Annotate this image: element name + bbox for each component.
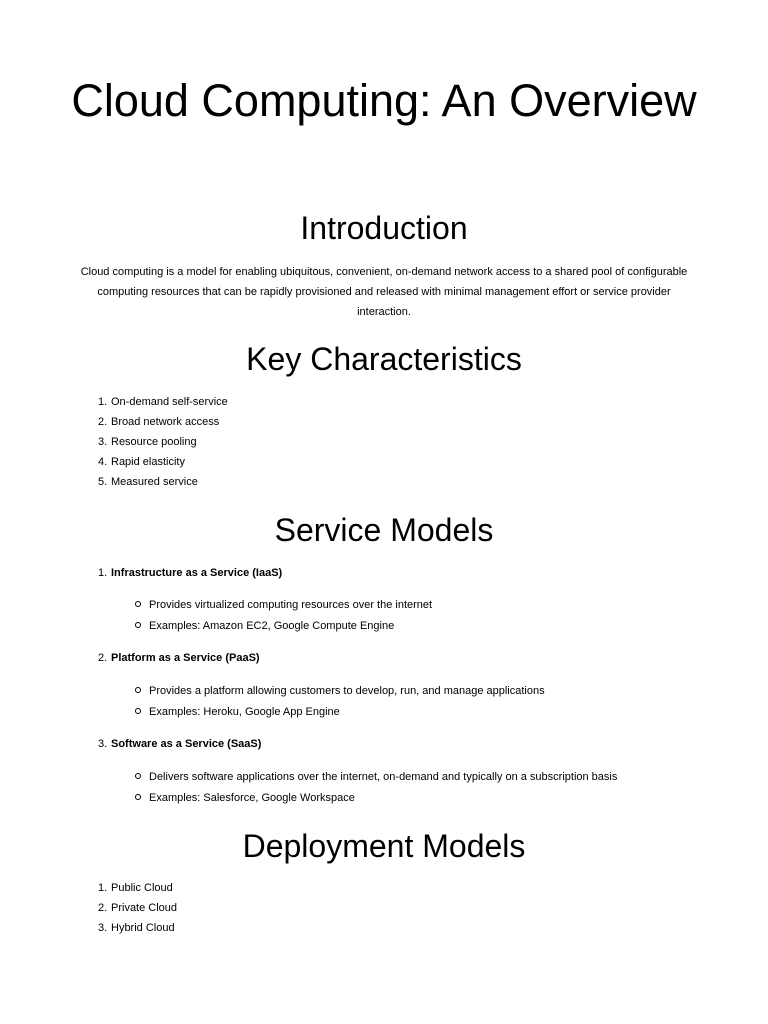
list-item xyxy=(135,767,617,788)
key-characteristics-heading: Key Characteristics xyxy=(246,341,522,377)
list-number: 3. xyxy=(98,922,108,934)
list-item xyxy=(98,452,228,472)
service-model-paas xyxy=(98,650,260,666)
list-number: 4. xyxy=(98,456,108,468)
list-number: 5. xyxy=(98,476,108,488)
key-characteristics-list xyxy=(98,392,228,492)
hollow-bullet-icon xyxy=(135,622,141,628)
list-number: 1. xyxy=(98,882,108,894)
list-number: 2. xyxy=(98,652,108,664)
list-number: 3. xyxy=(98,436,108,448)
hollow-bullet-icon xyxy=(135,773,141,779)
list-item xyxy=(135,595,432,616)
list-item xyxy=(98,898,177,918)
service-model-name: Platform as a Service (PaaS) xyxy=(111,652,260,664)
list-item-text: Public Cloud xyxy=(111,882,173,894)
hollow-bullet-icon xyxy=(135,601,141,607)
deployment-models-heading: Deployment Models xyxy=(242,828,526,864)
list-item-text: Resource pooling xyxy=(111,436,197,448)
list-item-text: Private Cloud xyxy=(111,902,178,914)
list-item xyxy=(135,788,617,809)
service-model-name: Software as a Service (SaaS) xyxy=(111,738,262,750)
list-item-text: Delivers software applications over the internet, on-demand and typically on a subscription basis xyxy=(149,771,618,783)
service-model-saas xyxy=(98,736,261,752)
list-number: 2. xyxy=(98,416,108,428)
list-item-text: Provides a platform allowing customers to develop, run, and manage applications xyxy=(149,685,545,697)
list-item xyxy=(98,432,228,452)
list-item xyxy=(135,681,545,702)
list-item xyxy=(135,616,432,637)
introduction-text: Cloud computing is a model for enabling ubiquitous, convenient, on-demand network access to a shared pool of configurable computing resources that can be rapidly provisioned and released with minimal management effort or service provider interaction. xyxy=(80,266,688,318)
list-number: 3. xyxy=(98,738,108,750)
list-number: 1. xyxy=(98,396,108,408)
list-item xyxy=(98,878,177,898)
service-model-iaas-points xyxy=(135,595,432,637)
list-item xyxy=(98,412,228,432)
hollow-bullet-icon xyxy=(135,687,141,693)
page-title: Cloud Computing: An Overview xyxy=(71,75,697,126)
list-item-text: Examples: Amazon EC2, Google Compute Engine xyxy=(149,620,395,632)
introduction-heading: Introduction xyxy=(300,210,468,246)
service-model-paas-points xyxy=(135,681,545,723)
list-item-text: On-demand self-service xyxy=(111,396,228,408)
hollow-bullet-icon xyxy=(135,794,141,800)
list-item-text: Hybrid Cloud xyxy=(111,922,175,934)
list-item xyxy=(98,918,177,938)
list-item xyxy=(98,392,228,412)
list-item-text: Broad network access xyxy=(111,416,220,428)
list-item xyxy=(135,702,545,723)
service-model-saas-points xyxy=(135,767,617,809)
deployment-models-list xyxy=(98,878,177,938)
list-item-text: Examples: Heroku, Google App Engine xyxy=(149,706,340,718)
hollow-bullet-icon xyxy=(135,708,141,714)
list-item-text: Measured service xyxy=(111,476,198,488)
service-models-heading: Service Models xyxy=(274,512,494,548)
service-model-iaas xyxy=(98,565,282,581)
list-item-text: Rapid elasticity xyxy=(111,456,185,468)
service-model-name: Infrastructure as a Service (IaaS) xyxy=(111,567,283,579)
list-number: 1. xyxy=(98,567,108,579)
list-item-text: Examples: Salesforce, Google Workspace xyxy=(149,792,355,804)
list-number: 2. xyxy=(98,902,108,914)
list-item xyxy=(98,472,228,492)
list-item-text: Provides virtualized computing resources over the internet xyxy=(149,599,433,611)
